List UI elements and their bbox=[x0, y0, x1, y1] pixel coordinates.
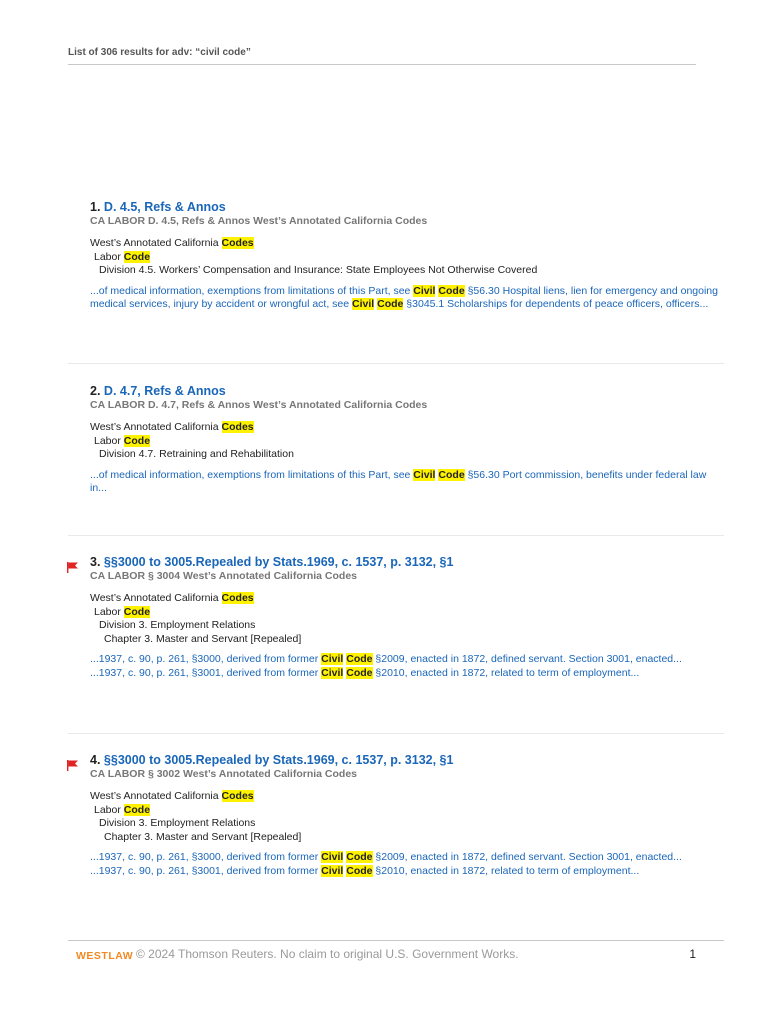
hierarchy-line bbox=[90, 790, 724, 804]
hierarchy-line bbox=[90, 237, 724, 251]
text-segment: West’s Annotated California bbox=[90, 237, 222, 249]
search-term-highlight: Code bbox=[123, 605, 151, 618]
hierarchy-line bbox=[90, 264, 724, 278]
search-term-highlight: Code bbox=[123, 434, 151, 447]
result-snippet[interactable] bbox=[90, 851, 724, 878]
search-term-highlight: Civil bbox=[321, 653, 344, 665]
text-segment: Division 3. Employment Relations bbox=[99, 619, 256, 631]
text-segment: Labor bbox=[94, 803, 124, 816]
search-term-highlight: Code bbox=[346, 666, 373, 679]
snippet-line[interactable] bbox=[90, 865, 724, 879]
result-hierarchy bbox=[90, 592, 724, 646]
hierarchy-line bbox=[90, 435, 724, 449]
search-term-highlight: Code bbox=[438, 468, 465, 481]
text-segment: §56.30 Port commission, benefits under federal law in... bbox=[90, 468, 707, 494]
search-term-highlight: Civil bbox=[321, 864, 344, 877]
hierarchy-line bbox=[90, 633, 724, 647]
hierarchy-line bbox=[90, 831, 724, 845]
result-citation: CA LABOR § 3004 West’s Annotated California Codes bbox=[90, 570, 358, 582]
hierarchy-line bbox=[90, 592, 724, 606]
result-snippet[interactable] bbox=[90, 285, 724, 312]
result-item bbox=[68, 555, 724, 680]
hierarchy-line bbox=[90, 619, 724, 633]
red-flag-icon bbox=[67, 562, 79, 573]
result-divider bbox=[68, 363, 724, 364]
snippet-line[interactable] bbox=[90, 851, 724, 865]
text-segment: ...of medical information, exemptions from limitations of this Part, see bbox=[90, 468, 414, 481]
text-segment: West’s Annotated California bbox=[90, 421, 222, 433]
result-title-line bbox=[90, 200, 724, 215]
search-term-highlight: Code bbox=[123, 803, 151, 816]
search-term-highlight: Civil bbox=[321, 851, 344, 863]
text-segment: West’s Annotated California bbox=[90, 790, 222, 802]
search-term-highlight: Civil bbox=[321, 666, 344, 679]
search-term-highlight: Codes bbox=[221, 421, 254, 433]
red-flag-icon bbox=[67, 760, 79, 771]
result-divider bbox=[68, 535, 724, 536]
text-segment: §2010, enacted in 1872, related to term of employment... bbox=[372, 666, 640, 679]
text-segment: Division 4.5. Workers’ Compensation and Insurance: State Employees Not Otherwise Covered bbox=[99, 264, 538, 276]
result-item bbox=[68, 753, 724, 878]
text-segment: §2009, enacted in 1872, defined servant. Section 3001, enacted... bbox=[372, 851, 682, 863]
result-number: 4. bbox=[90, 753, 101, 767]
result-title-line bbox=[90, 753, 724, 768]
search-term-highlight: Code bbox=[346, 864, 373, 877]
text-segment: Chapter 3. Master and Servant [Repealed] bbox=[104, 830, 302, 843]
result-title-link[interactable]: §§3000 to 3005.Repealed by Stats.1969, c. 1537, p. 3132, §1 bbox=[103, 555, 454, 569]
page-footer bbox=[68, 940, 724, 966]
text-segment: Labor bbox=[94, 250, 124, 263]
page-number: 1 bbox=[689, 947, 696, 961]
hierarchy-line bbox=[90, 421, 724, 435]
snippet-line[interactable] bbox=[90, 469, 724, 496]
text-segment: §3045.1 Scholarships for dependents of peace officers, officers... bbox=[403, 298, 709, 310]
result-item bbox=[68, 200, 724, 312]
text-segment: §56.30 Hospital liens, lien for emergency and ongoing medical services, injury by accident or wrongful act, see bbox=[90, 284, 718, 310]
text-segment: §2010, enacted in 1872, related to term of employment... bbox=[372, 864, 640, 877]
result-title-link[interactable]: D. 4.7, Refs & Annos bbox=[103, 384, 226, 398]
text-segment: §2009, enacted in 1872, defined servant. Section 3001, enacted... bbox=[372, 653, 682, 665]
result-citation: CA LABOR D. 4.5, Refs & Annos West’s Annotated California Codes bbox=[90, 215, 428, 227]
text-segment: ...1937, c. 90, p. 261, §3001, derived from former bbox=[90, 864, 322, 877]
text-segment: West’s Annotated California bbox=[90, 592, 222, 604]
search-term-highlight: Codes bbox=[221, 592, 254, 604]
result-snippet[interactable] bbox=[90, 469, 724, 496]
text-segment: Labor bbox=[94, 605, 124, 618]
result-divider bbox=[68, 733, 724, 734]
result-title-link[interactable]: D. 4.5, Refs & Annos bbox=[103, 200, 226, 214]
result-item bbox=[68, 384, 724, 496]
search-term-highlight: Code bbox=[377, 298, 404, 310]
hierarchy-line bbox=[90, 251, 724, 265]
text-segment: Labor bbox=[94, 434, 124, 447]
text-segment: Division 3. Employment Relations bbox=[99, 817, 256, 829]
result-hierarchy bbox=[90, 421, 724, 462]
search-term-highlight: Codes bbox=[221, 790, 254, 802]
copyright-text: © 2024 Thomson Reuters. No claim to original U.S. Government Works. bbox=[136, 947, 519, 961]
result-hierarchy bbox=[90, 237, 724, 278]
result-number: 2. bbox=[90, 384, 101, 398]
results-header: List of 306 results for adv: “civil code” bbox=[68, 47, 696, 65]
snippet-line[interactable] bbox=[90, 653, 724, 667]
hierarchy-line bbox=[90, 804, 724, 818]
search-term-highlight: Code bbox=[438, 284, 465, 297]
snippet-line[interactable] bbox=[90, 667, 724, 681]
westlaw-logo: WESTLAW bbox=[76, 950, 134, 962]
search-term-highlight: Civil bbox=[413, 468, 436, 481]
search-term-highlight: Civil bbox=[413, 284, 436, 297]
search-term-highlight: Civil bbox=[352, 298, 375, 310]
text-segment: ...1937, c. 90, p. 261, §3001, derived from former bbox=[90, 666, 322, 679]
text-segment: ...1937, c. 90, p. 261, §3000, derived from former bbox=[90, 851, 322, 863]
result-title-link[interactable]: §§3000 to 3005.Repealed by Stats.1969, c. 1537, p. 3132, §1 bbox=[103, 753, 454, 767]
hierarchy-line bbox=[90, 817, 724, 831]
result-number: 1. bbox=[90, 200, 101, 214]
result-title-line bbox=[90, 555, 724, 570]
result-number: 3. bbox=[90, 555, 101, 569]
text-segment: Division 4.7. Retraining and Rehabilitation bbox=[99, 448, 294, 460]
search-term-highlight: Code bbox=[123, 250, 151, 263]
search-term-highlight: Code bbox=[346, 851, 373, 863]
search-term-highlight: Code bbox=[346, 653, 373, 665]
text-segment: ...of medical information, exemptions from limitations of this Part, see bbox=[90, 284, 414, 297]
result-title-line bbox=[90, 384, 724, 399]
hierarchy-line bbox=[90, 606, 724, 620]
text-segment: ...1937, c. 90, p. 261, §3000, derived from former bbox=[90, 653, 322, 665]
search-term-highlight: Codes bbox=[221, 237, 254, 249]
snippet-line[interactable] bbox=[90, 285, 724, 312]
text-segment: Chapter 3. Master and Servant [Repealed] bbox=[104, 632, 302, 645]
result-citation: CA LABOR D. 4.7, Refs & Annos West’s Annotated California Codes bbox=[90, 399, 428, 411]
result-citation: CA LABOR § 3002 West’s Annotated California Codes bbox=[90, 768, 358, 780]
result-hierarchy bbox=[90, 790, 724, 844]
result-snippet[interactable] bbox=[90, 653, 724, 680]
hierarchy-line bbox=[90, 448, 724, 462]
